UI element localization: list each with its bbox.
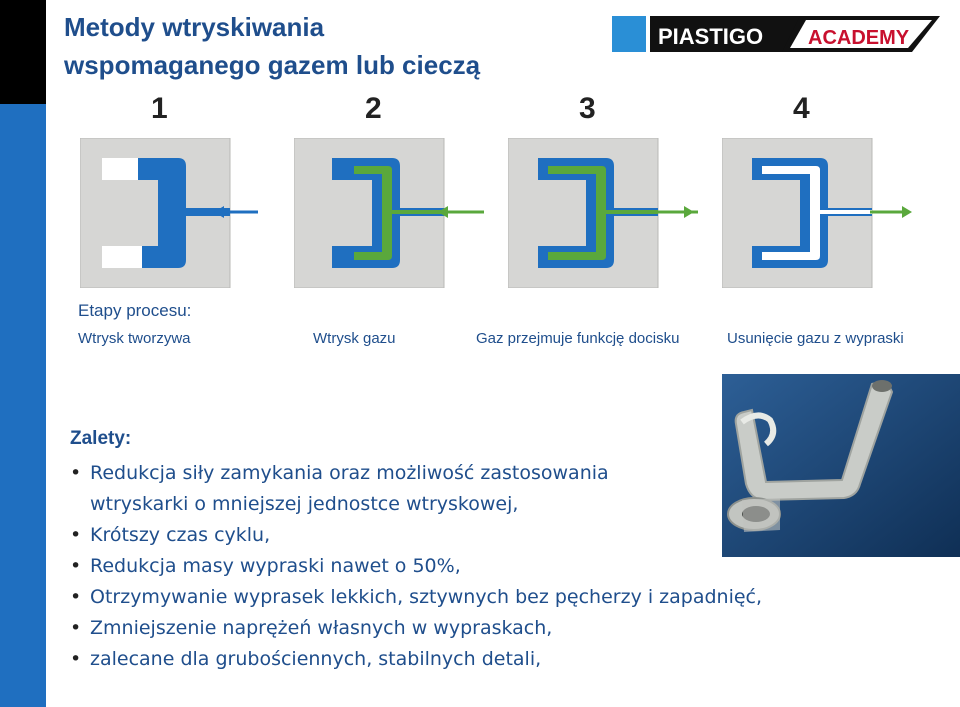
title-line-1: Metody wtryskiwania <box>64 12 325 42</box>
logo-academy-text: ACADEMY <box>808 27 910 49</box>
left-bar-black <box>0 0 46 104</box>
advantage-text: Redukcja siły zamykania oraz możliwość zastosowania wtryskarki o mniejszej jednostce wtryskowej, <box>90 462 609 515</box>
advantage-item <box>70 644 930 675</box>
advantage-text: Redukcja masy wypraski nawet o 50%, <box>90 555 461 577</box>
step-number-3: 3 <box>579 92 596 125</box>
advantage-text: Krótszy czas cyklu, <box>90 524 271 546</box>
advantage-item <box>70 582 930 613</box>
advantage-item <box>70 458 680 520</box>
process-heading: Etapy procesu: <box>78 301 192 320</box>
step-label-1: Wtrysk tworzywa <box>78 330 191 347</box>
advantage-item <box>70 551 930 582</box>
logo-brand-text: PIASTIGO <box>658 24 764 49</box>
step-label-4: Usunięcie gazu z wypraski <box>727 330 904 347</box>
advantages-heading: Zalety: <box>70 428 132 449</box>
advantage-item <box>70 613 930 644</box>
step-number-4: 4 <box>793 92 810 125</box>
advantages-list <box>70 458 930 675</box>
advantage-text: Otrzymywanie wyprasek lekkich, sztywnych bez pęcherzy i zapadnięć, <box>90 586 763 608</box>
step-number-1: 1 <box>151 92 168 125</box>
step-label-2: Wtrysk gazu <box>313 330 396 347</box>
diagram-step-1 <box>80 138 258 288</box>
left-bar-blue <box>0 104 46 707</box>
diagram-step-3 <box>508 138 698 288</box>
advantage-item <box>70 520 930 551</box>
step-label-3: Gaz przejmuje funkcję docisku <box>476 330 680 347</box>
title-line-2: wspomaganego gazem lub cieczą <box>64 50 481 80</box>
diagram-step-4 <box>722 138 912 288</box>
plastigo-academy-logo <box>612 14 940 54</box>
diagram-step-2 <box>294 138 484 288</box>
advantage-text: Zmniejszenie naprężeń własnych w wypraskach, <box>90 617 553 639</box>
slide-title <box>64 8 480 84</box>
step-number-2: 2 <box>365 92 382 125</box>
advantage-text: zalecane dla grubościennych, stabilnych detali, <box>90 648 542 670</box>
